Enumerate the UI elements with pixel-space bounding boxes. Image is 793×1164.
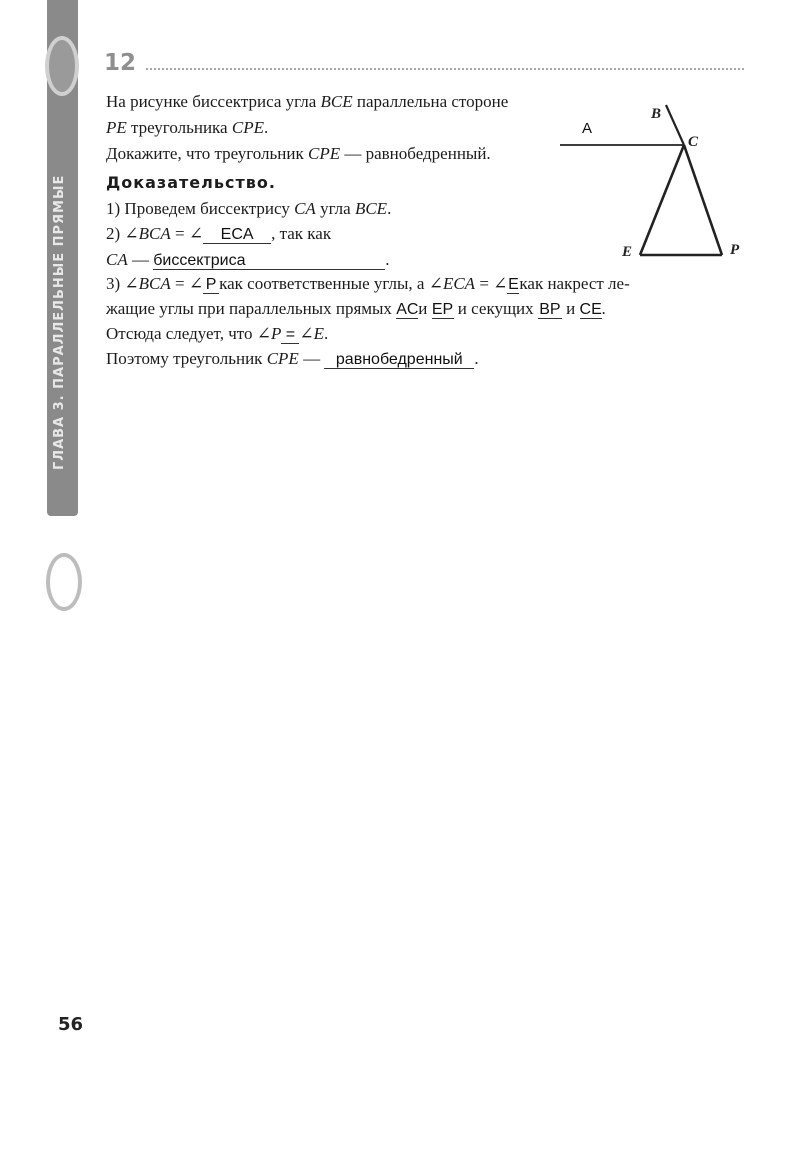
chapter-title-vertical: ГЛАВА 3. ПАРАЛЛЕЛЬНЫЕ ПРЯМЫЕ	[52, 174, 67, 470]
proof-step-1: 1) Проведем биссектрису CA угла BCE.	[106, 199, 392, 218]
point-p-label: P	[730, 242, 740, 258]
proof-step-2: 2) ∠BCA = ∠ ECA , так как	[106, 224, 332, 243]
answer-field-equals[interactable]: =	[281, 326, 299, 344]
proof-conclusion: Поэтому треугольник CPE — равнобедренный .	[106, 349, 479, 368]
answer-field-angle-p[interactable]: P	[203, 276, 219, 294]
answer-field-line-ac[interactable]: AC	[396, 301, 419, 318]
answer-field-line-ep[interactable]: EP	[431, 301, 454, 318]
answer-field-bisector[interactable]: биссектриса	[153, 252, 385, 270]
point-a-label: A	[582, 120, 593, 137]
answer-field-secant-ce[interactable]: CE	[579, 301, 602, 318]
statement-line-2: PE треугольника CPE.	[106, 118, 269, 137]
point-e-label: E	[622, 244, 633, 260]
proof-step-4: жащие углы при параллельных прямых ACи EP и секущих BP и CE.	[106, 299, 606, 318]
proof-step-2-cont: CA — биссектриса .	[106, 250, 390, 269]
task-number: 12	[104, 50, 137, 76]
point-c-label: C	[688, 134, 699, 150]
answer-field-isosceles[interactable]: равнобедренный	[324, 351, 474, 369]
statement-line-3: Докажите, что треугольник CPE — равнобедренный.	[106, 144, 491, 163]
answer-field-angle-e[interactable]: E	[508, 276, 519, 293]
section-circle-icon	[46, 553, 82, 611]
statement-line-1: На рисунке биссектриса угла BCE параллельна стороне	[106, 92, 509, 111]
proof-step-5: Отсюда следует, что ∠P = ∠E.	[106, 324, 329, 343]
proof-heading: Доказательство.	[106, 173, 276, 192]
proof-step-3: 3) ∠BCA = ∠ P как соответственные углы, а ∠ECA = ∠Eкак накрест ле-	[106, 274, 630, 293]
page-number: 56	[58, 1014, 84, 1035]
answer-field-secant-bp[interactable]: BP	[539, 301, 561, 318]
answer-field-angle-eca[interactable]: ECA	[203, 226, 271, 244]
ray-bc	[666, 105, 684, 145]
point-b-label: B	[651, 106, 662, 122]
side-cp	[684, 145, 722, 255]
task-dotted-rule	[146, 68, 744, 70]
side-ce	[640, 145, 684, 255]
